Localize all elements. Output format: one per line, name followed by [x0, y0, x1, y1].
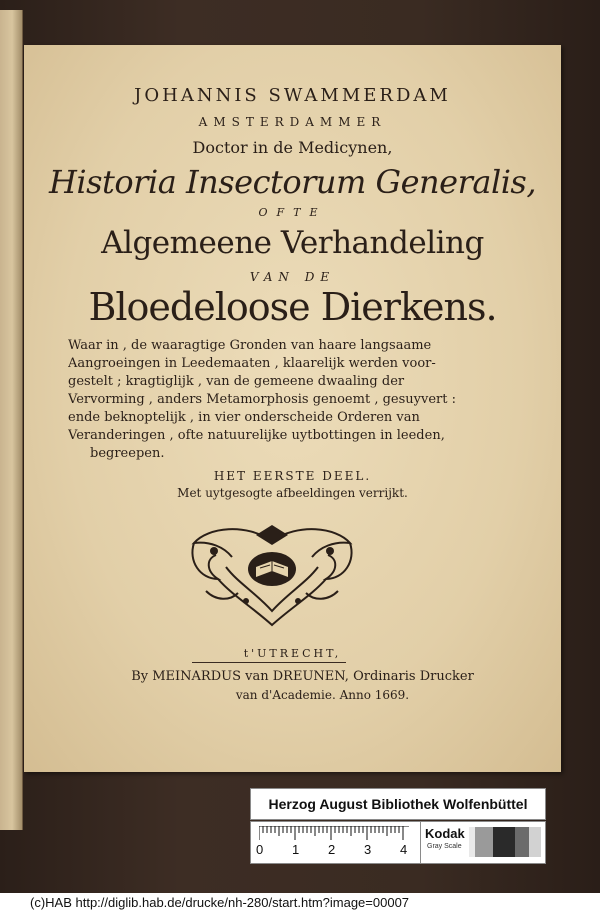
gray-swatch — [475, 827, 493, 857]
title-subject: Bloedeloose Dierkens. — [88, 285, 497, 329]
ruler-number: 1 — [292, 842, 300, 857]
imprint-academy-year: van d'Academie. Anno 1669. — [235, 688, 410, 702]
library-label: Herzog August Bibliothek Wolfenbüttel — [250, 788, 546, 820]
author-city: AMSTERDAMMER — [198, 115, 387, 129]
author-name: JOHANNIS SWAMMERDAM — [134, 85, 451, 106]
description-line: begreepen. — [90, 446, 165, 461]
description-line: ende beknoptelijk , in vier onderscheide Orderen van — [68, 410, 420, 425]
dutch-title: Algemeene Verhandeling — [101, 225, 484, 261]
description-line: Aangroeingen in Leedemaaten , klaarelijk werden voor- — [68, 356, 436, 371]
scale-ruler — [250, 821, 422, 864]
gray-swatch — [529, 827, 541, 857]
ruler-number: 4 — [400, 842, 408, 857]
ruler-number: 2 — [328, 842, 336, 857]
latin-title: Historia Insectorum Generalis, — [48, 163, 537, 201]
previous-page-edge — [0, 10, 23, 830]
title-connector-vande: VAN DE — [249, 270, 336, 284]
description-line: Veranderingen , ofte natuurelijke uytbottingen in leeden, — [68, 428, 445, 443]
ruler-ticks — [259, 826, 409, 840]
printer-ornament-icon — [186, 521, 358, 629]
kodak-gray-scale — [420, 821, 546, 864]
kodak-brand: Kodak — [425, 826, 465, 841]
author-degree: Doctor in de Medicynen, — [192, 138, 393, 157]
imprint-rule — [192, 662, 346, 663]
description-paragraph — [68, 337, 518, 463]
imprint-printer: By MEINARDUS van DREUNEN, Ordinaris Drucker — [131, 669, 474, 684]
description-line: gestelt ; kragtiglijk , van de gemeene dwaaling der — [68, 374, 405, 389]
imprint-place: t'UTRECHT, — [243, 647, 342, 660]
title-connector-ofte: OFTE — [258, 206, 327, 219]
footer-credit: (c)HAB http://diglib.hab.de/drucke/nh-280/start.htm?image=00007 — [0, 893, 600, 913]
title-page — [24, 45, 561, 772]
illustrations-note: Met uytgesogte afbeeldingen verrijkt. — [177, 486, 408, 500]
gray-swatch — [493, 827, 515, 857]
kodak-caption: Gray Scale — [427, 843, 462, 850]
description-line: Vervorming , anders Metamorphosis genoemt , gesuyvert : — [68, 392, 456, 407]
description-line: Waar in , de waaragtige Gronden van haare langsaame — [68, 338, 432, 353]
volume-label: HET EERSTE DEEL. — [213, 469, 372, 483]
ruler-number: 0 — [256, 842, 264, 857]
ruler-number: 3 — [364, 842, 372, 857]
gray-swatch — [515, 827, 529, 857]
